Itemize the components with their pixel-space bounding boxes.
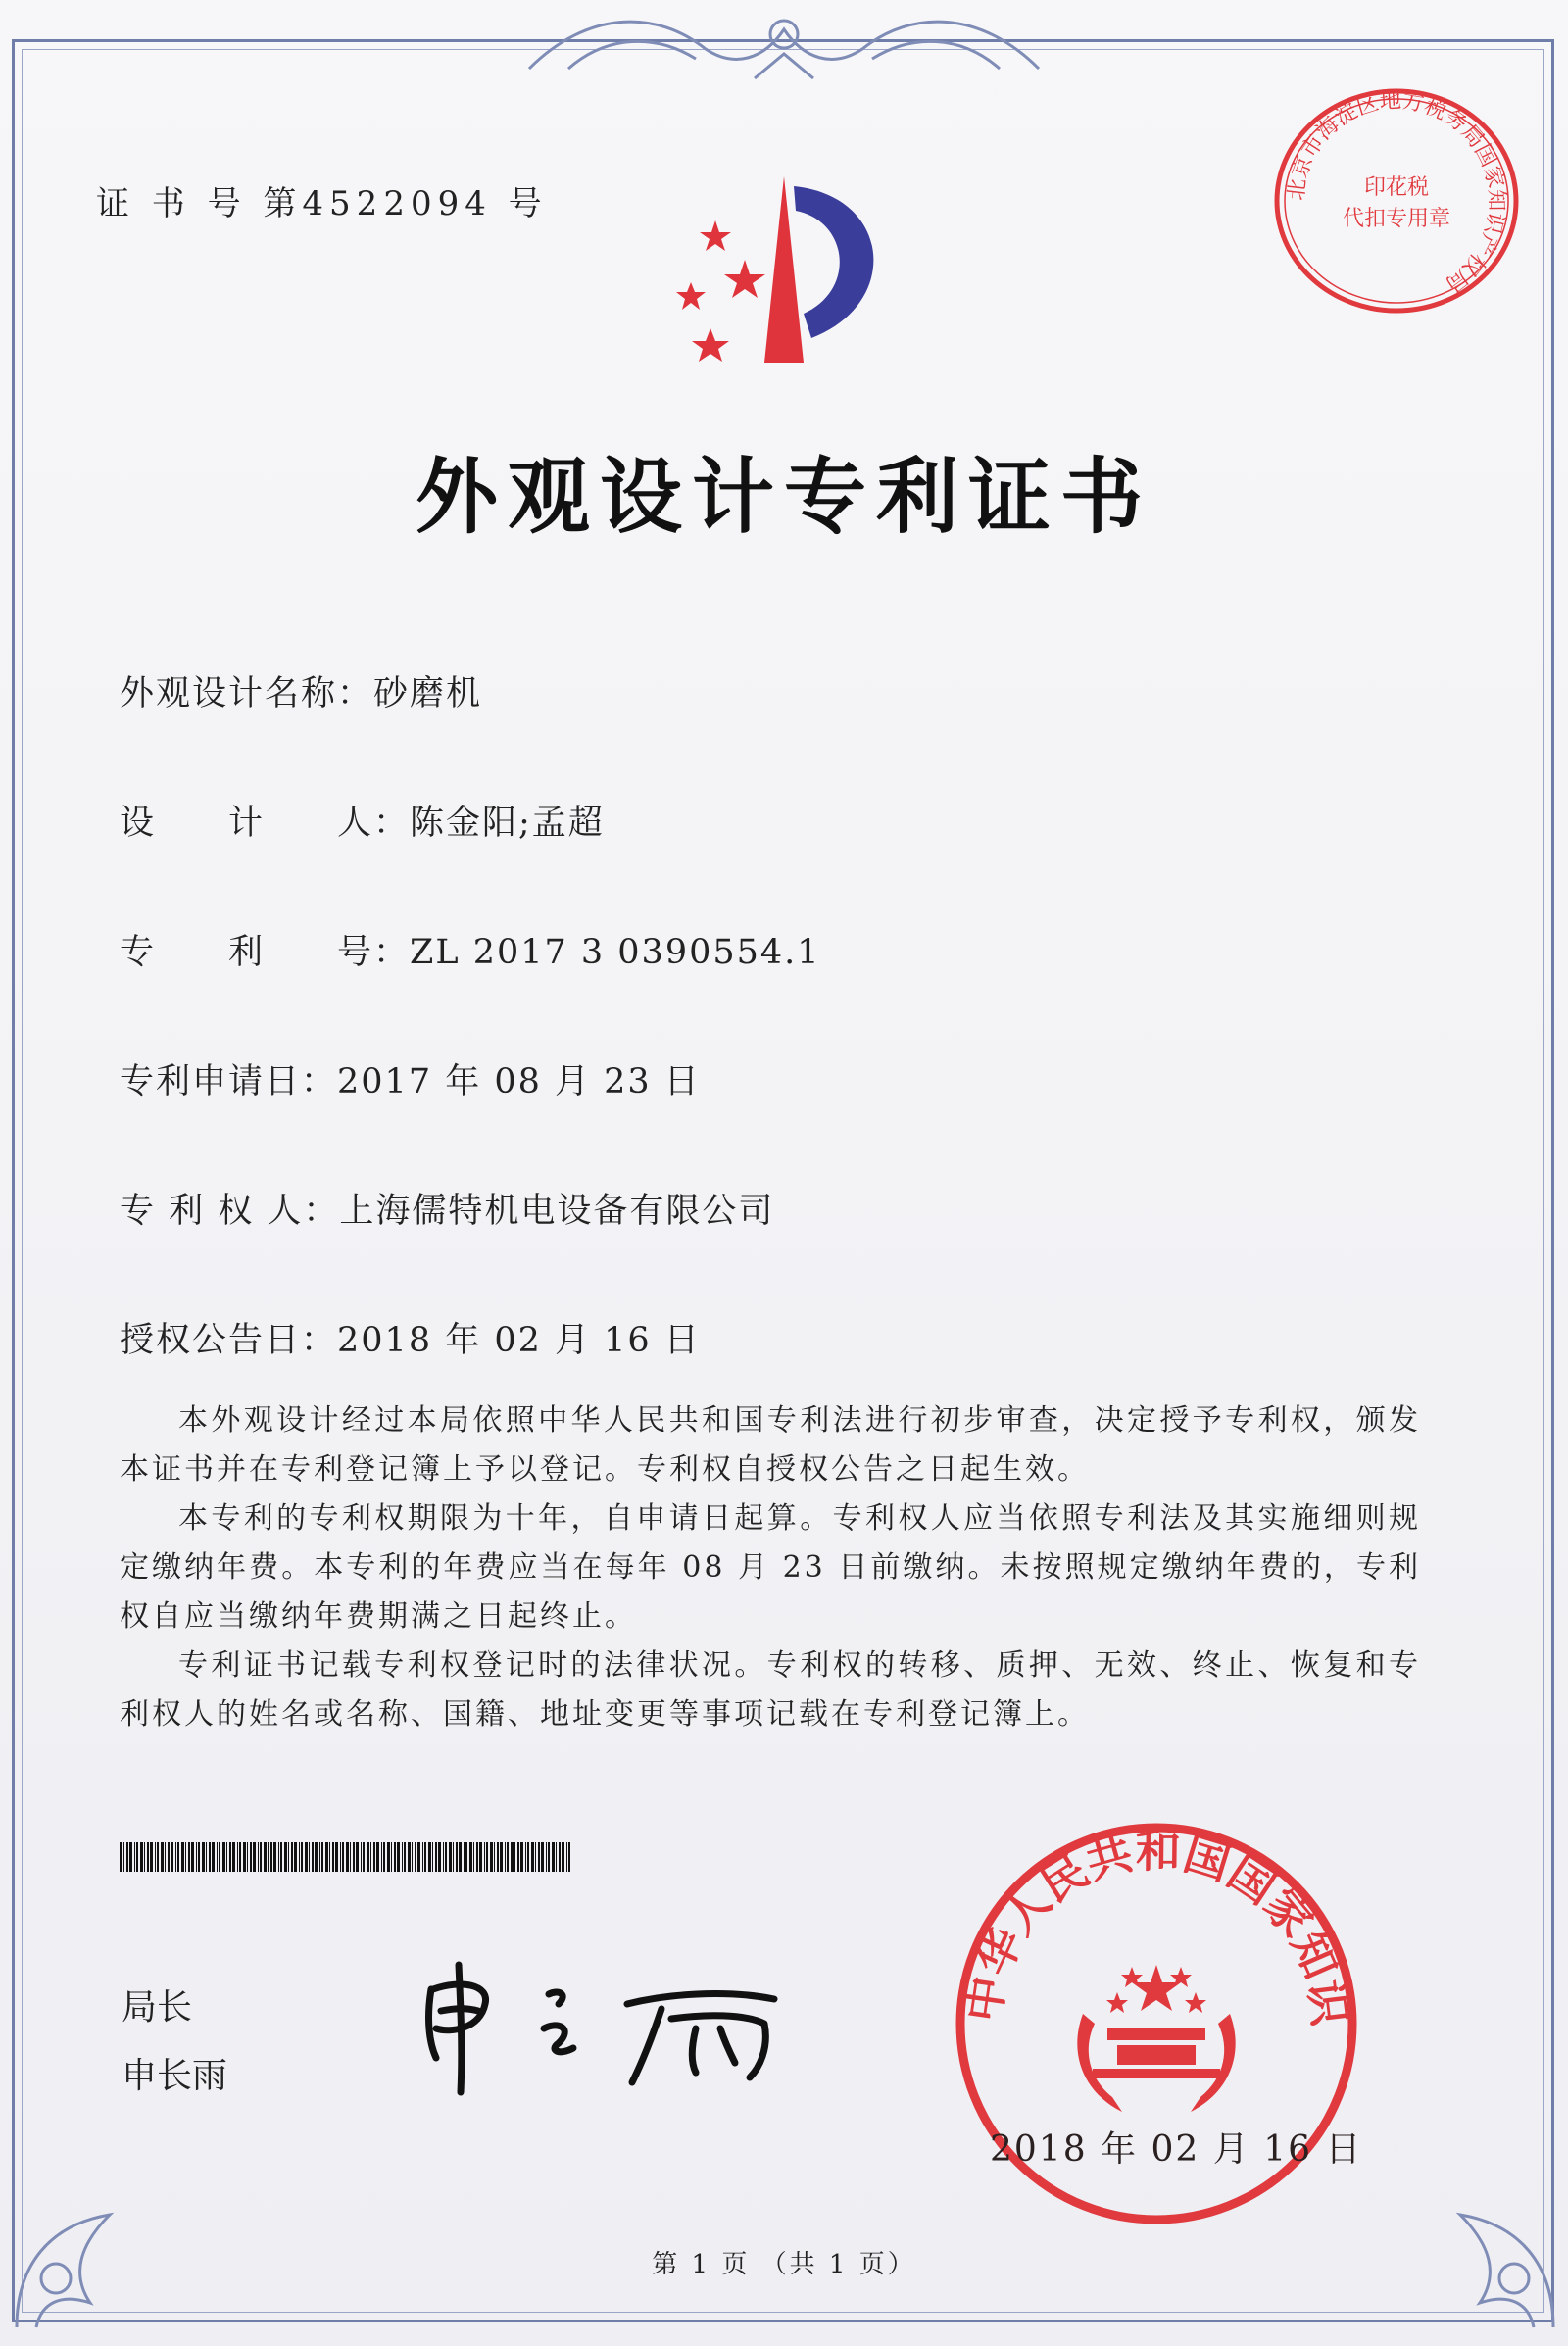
barcode-bar: [284, 1842, 287, 1872]
design-name-label: 外观设计名称：: [120, 674, 374, 713]
body-paragraph: 专利证书记载专利权登记时的法律状况。专利权的转移、质押、无效、终止、恢复和专利权人的姓名或名称、国籍、地址变更等事项记载在专利登记簿上。: [120, 1648, 1421, 1732]
cnipa-seal-ring-text: 中华人民共和国国家知识: [956, 1824, 1357, 2028]
barcode-bar: [305, 1842, 308, 1872]
grant-date-value: 2018 年 02 月 16 日: [337, 1321, 701, 1360]
barcode-bar: [217, 1842, 218, 1872]
barcode-bar: [120, 1842, 122, 1872]
barcode-bar: [497, 1842, 499, 1872]
barcode-bar: [168, 1842, 170, 1872]
certificate-body: [120, 1396, 1421, 1739]
barcode-bar: [129, 1842, 132, 1872]
barcode-bar: [469, 1842, 472, 1872]
barcode-bar: [531, 1842, 534, 1872]
barcode-bar: [140, 1842, 143, 1872]
director-title: 局长: [122, 1987, 193, 2028]
barcode-bar: [243, 1842, 246, 1872]
barcode-bar: [383, 1842, 385, 1872]
barcode-bar: [520, 1842, 523, 1872]
barcode-bar: [417, 1842, 420, 1872]
barcode-bar: [387, 1842, 390, 1872]
barcode-bar: [541, 1842, 544, 1872]
barcode-bar: [394, 1842, 396, 1872]
barcode-bar: [525, 1842, 526, 1872]
designer-field: [120, 796, 605, 845]
barcode-bar: [449, 1842, 452, 1872]
body-paragraph: 本外观设计经过本局依照中华人民共和国专利法进行初步审查，决定授予专利权，颁发本证书并在专利登记簿上予以登记。专利权自授权公告之日起生效。: [120, 1403, 1421, 1487]
barcode-bar: [376, 1842, 379, 1872]
barcode-bar: [453, 1842, 454, 1872]
barcode-bar: [408, 1842, 411, 1872]
barcode-bar: [258, 1842, 259, 1872]
top-ornament-icon: [510, 0, 1058, 88]
barcode-bar: [367, 1842, 369, 1872]
barcode: [120, 1842, 572, 1872]
barcode-bar: [559, 1842, 561, 1872]
barcode-bar: [175, 1842, 176, 1872]
filing-date-field: [120, 1054, 701, 1103]
barcode-bar: [397, 1842, 400, 1872]
barcode-bar: [191, 1842, 194, 1872]
barcode-bar: [353, 1842, 355, 1872]
barcode-bar: [479, 1842, 482, 1872]
barcode-bar: [209, 1842, 211, 1872]
barcode-bar: [494, 1842, 495, 1872]
barcode-bar: [507, 1842, 509, 1872]
barcode-bar: [237, 1842, 238, 1872]
tax-stamp-seal: [1264, 78, 1529, 323]
barcode-bar: [473, 1842, 474, 1872]
barcode-bar: [346, 1842, 349, 1872]
barcode-bar: [188, 1842, 190, 1872]
barcode-bar: [268, 1842, 269, 1872]
barcode-bar: [459, 1842, 462, 1872]
barcode-bar: [484, 1842, 485, 1872]
barcode-bar: [562, 1842, 564, 1872]
barcode-bar: [514, 1842, 515, 1872]
grant-date-label: 授权公告日：: [120, 1321, 338, 1360]
barcode-bar: [202, 1842, 205, 1872]
barcode-bar: [299, 1842, 300, 1872]
barcode-bar: [198, 1842, 200, 1872]
barcode-bar: [350, 1842, 351, 1872]
barcode-bar: [222, 1842, 225, 1872]
barcode-bar: [260, 1842, 262, 1872]
barcode-bar: [527, 1842, 529, 1872]
barcode-bar: [335, 1842, 338, 1872]
barcode-bar: [226, 1842, 227, 1872]
barcode-bar: [134, 1842, 135, 1872]
barcode-bar: [556, 1842, 557, 1872]
design-name-value: 砂磨机: [373, 674, 483, 713]
barcode-bar: [309, 1842, 310, 1872]
barcode-bar: [196, 1842, 197, 1872]
barcode-bar: [288, 1842, 289, 1872]
barcode-bar: [428, 1842, 431, 1872]
barcode-bar: [155, 1842, 156, 1872]
barcode-bar: [294, 1842, 297, 1872]
barcode-bar: [229, 1842, 231, 1872]
barcode-bar: [147, 1842, 149, 1872]
patent-number-field: [120, 925, 821, 974]
barcode-bar: [177, 1842, 179, 1872]
barcode-bar: [552, 1842, 555, 1872]
designer-value: 陈金阳;孟超: [410, 804, 605, 843]
patent-number-label: 专 利 号：: [120, 933, 411, 972]
barcode-bar: [356, 1842, 359, 1872]
barcode-bar: [435, 1842, 437, 1872]
issue-date: 2018 年 02 月 16 日: [990, 2129, 1363, 2170]
patent-office-emblem-icon: [647, 167, 921, 382]
barcode-bar: [566, 1842, 567, 1872]
tax-stamp-center-text-2: 代扣专用章: [1342, 207, 1451, 231]
barcode-bar: [438, 1842, 441, 1872]
national-emblem-icon: [1077, 1965, 1235, 2112]
barcode-bar: [517, 1842, 519, 1872]
barcode-bar: [373, 1842, 375, 1872]
barcode-bar: [161, 1842, 164, 1872]
patentee-value: 上海儒特机电设备有限公司: [339, 1192, 775, 1231]
barcode-bar: [123, 1842, 124, 1872]
barcode-bar: [342, 1842, 344, 1872]
barcode-bar: [136, 1842, 138, 1872]
barcode-bar: [404, 1842, 406, 1872]
design-name-field: [120, 666, 482, 715]
barcode-bar: [464, 1842, 465, 1872]
patentee-field: [120, 1184, 774, 1233]
barcode-bar: [329, 1842, 330, 1872]
barcode-bar: [361, 1842, 362, 1872]
barcode-bar: [250, 1842, 252, 1872]
barcode-bar: [456, 1842, 458, 1872]
filing-date-value: 2017 年 08 月 23 日: [337, 1062, 701, 1101]
barcode-bar: [443, 1842, 444, 1872]
barcode-bar: [363, 1842, 365, 1872]
barcode-bar: [171, 1842, 173, 1872]
barcode-bar: [264, 1842, 267, 1872]
page-title: 外观设计专利证书: [415, 449, 1152, 545]
barcode-bar: [500, 1842, 503, 1872]
barcode-bar: [466, 1842, 467, 1872]
designer-label: 设 计 人：: [120, 804, 411, 843]
barcode-bar: [381, 1842, 382, 1872]
barcode-bar: [445, 1842, 447, 1872]
grant-date-field: [120, 1313, 701, 1362]
barcode-bar: [490, 1842, 493, 1872]
barcode-bar: [291, 1842, 293, 1872]
barcode-bar: [319, 1842, 320, 1872]
barcode-bar: [126, 1842, 128, 1872]
director-name: 申长雨: [122, 2056, 228, 2096]
patentee-label: 专 利 权 人：: [120, 1192, 340, 1231]
barcode-bar: [548, 1842, 550, 1872]
barcode-bar: [150, 1842, 153, 1872]
barcode-bar: [325, 1842, 328, 1872]
barcode-bar: [486, 1842, 488, 1872]
barcode-bar: [273, 1842, 276, 1872]
barcode-bar: [538, 1842, 540, 1872]
barcode-bar: [219, 1842, 220, 1872]
barcode-bar: [239, 1842, 241, 1872]
barcode-bar: [476, 1842, 478, 1872]
barcode-bar: [415, 1842, 416, 1872]
filing-date-label: 专利申请日：: [120, 1062, 338, 1101]
barcode-bar: [247, 1842, 248, 1872]
barcode-bar: [505, 1842, 506, 1872]
barcode-bar: [206, 1842, 207, 1872]
barcode-bar: [370, 1842, 371, 1872]
barcode-bar: [315, 1842, 318, 1872]
barcode-bar: [432, 1842, 433, 1872]
tax-stamp-center-text-1: 印花税: [1363, 175, 1430, 200]
barcode-bar: [511, 1842, 514, 1872]
barcode-bar: [253, 1842, 256, 1872]
barcode-bar: [535, 1842, 536, 1872]
barcode-bar: [270, 1842, 272, 1872]
barcode-bar: [402, 1842, 403, 1872]
barcode-bar: [181, 1842, 184, 1872]
barcode-bar: [165, 1842, 166, 1872]
barcode-bar: [301, 1842, 303, 1872]
barcode-bar: [312, 1842, 314, 1872]
barcode-bar: [278, 1842, 279, 1872]
barcode-bar: [144, 1842, 145, 1872]
barcode-bar: [232, 1842, 235, 1872]
body-paragraph: 本专利的专利权期限为十年，自申请日起算。专利权人应当依照专利法及其实施细则规定缴纳年费。本专利的年费应当在每年 08 月 23 日前缴纳。未按照规定缴纳年费的，专利权自应当缴纳年费期满之日起终止。: [120, 1501, 1421, 1634]
tax-stamp-ring-text: 北京市海淀区地方税务局国家知识产权局: [1284, 88, 1509, 297]
barcode-bar: [321, 1842, 323, 1872]
barcode-bar: [568, 1842, 570, 1872]
patent-number-value: ZL 2017 3 0390554.1: [410, 933, 821, 972]
barcode-bar: [185, 1842, 186, 1872]
page-number: 第 1 页 （共 1 页）: [652, 2250, 916, 2279]
barcode-bar: [422, 1842, 423, 1872]
director-signature: [412, 1950, 804, 2097]
barcode-bar: [332, 1842, 334, 1872]
barcode-bar: [212, 1842, 215, 1872]
barcode-bar: [157, 1842, 159, 1872]
barcode-bar: [424, 1842, 426, 1872]
certificate-number: 证 书 号 第4522094 号: [96, 184, 548, 223]
barcode-bar: [391, 1842, 392, 1872]
barcode-bar: [412, 1842, 413, 1872]
barcode-bar: [546, 1842, 547, 1872]
barcode-bar: [340, 1842, 341, 1872]
barcode-bar: [280, 1842, 282, 1872]
